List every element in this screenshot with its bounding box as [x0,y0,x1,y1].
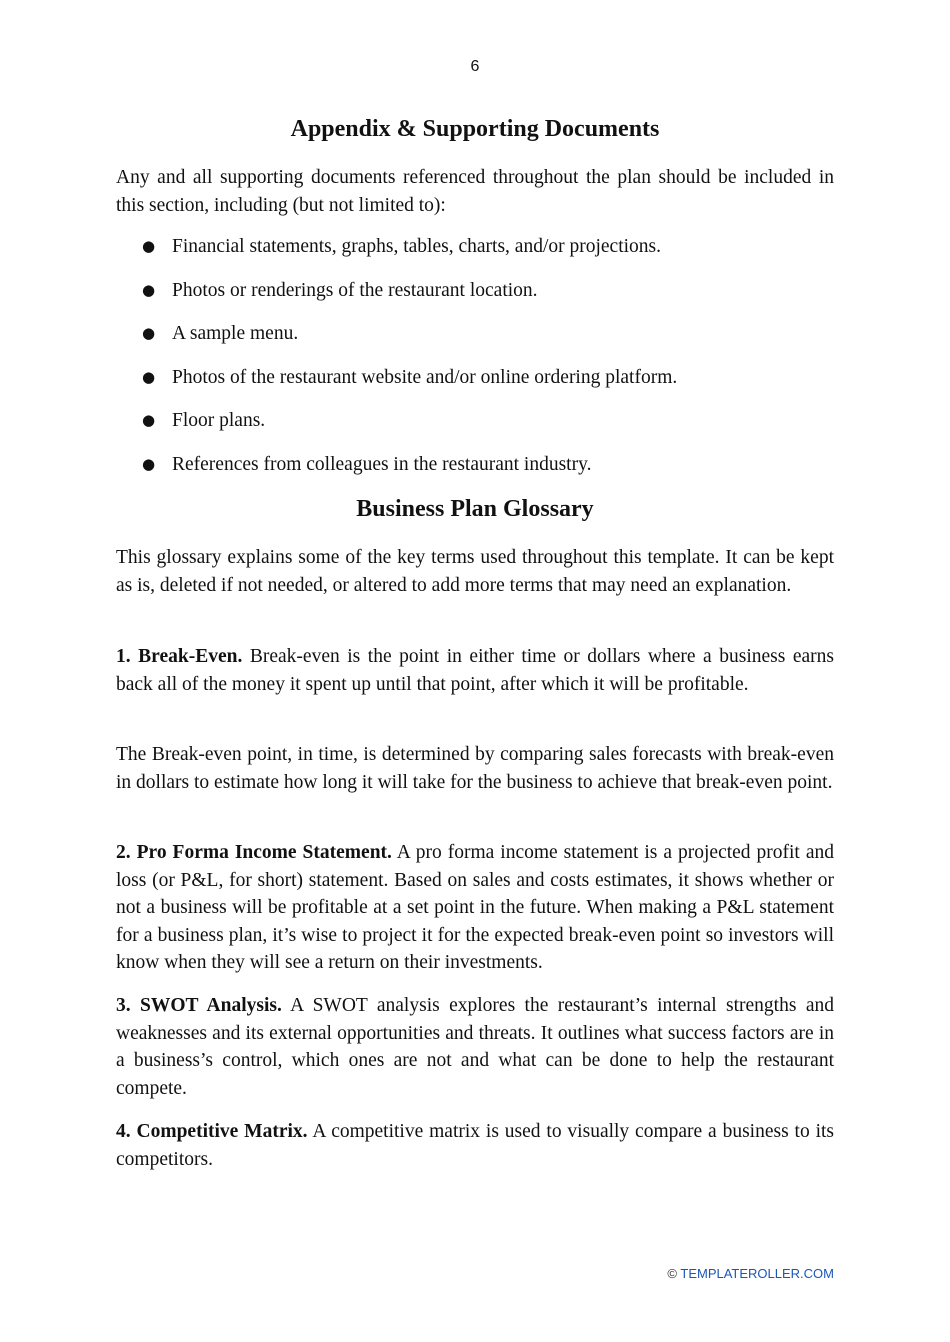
term-definition: The Break-even point, in time, is determined by comparing sales forecasts with break-even in dollars to estimate how long it will take for the business to achieve that break-even point. [116,744,834,793]
glossary-term-break-even [116,643,834,698]
glossary-paragraph-break-even-time [116,741,834,796]
term-definition: A pro forma income statement is a projected profit and loss (or P&L, for short) statement. Based on sales and costs estimates, it shows whether or not a business will be profitable at a set point in the future. When making a P&L statement for a business plan, it’s wise to project it for the expected break-even point so investors will know when they will see a return on their investments. [116,842,834,973]
appendix-intro: Any and all supporting documents referenced throughout the plan should be included in this section, including (but not limited to): [116,167,834,216]
bullet-icon: ● [142,324,156,342]
bullet-icon: ● [142,237,156,255]
appendix-heading: Appendix & Supporting Documents [290,116,660,142]
page-number: 6 [470,58,480,75]
list-item: ● References from colleagues in the restaurant industry. [116,451,834,479]
term-name: 1. Break-Even. [116,646,243,667]
list-item: ● Financial statements, graphs, tables, charts, and/or projections. [116,233,834,261]
list-item: ● Photos or renderings of the restaurant location. [116,277,834,305]
term-name: 2. Pro Forma Income Statement. [116,842,392,863]
footer-link[interactable]: TEMPLATEROLLER.COM [680,1266,834,1281]
glossary-heading: Business Plan Glossary [356,496,594,522]
appendix-list [116,233,834,494]
bullet-icon: ● [142,280,156,299]
bullet-icon: ● [142,367,156,386]
glossary-term-competitive-matrix [116,1118,834,1173]
list-item: ● Photos of the restaurant website and/or online ordering platform. [116,364,834,392]
term-definition: Break-even is the point in either time or dollars where a business earns back all of the money it spent up until that point, after which it will be profitable. [116,646,834,695]
bullet-icon: ● [142,411,156,429]
list-item: ● Floor plans. [116,407,834,435]
term-definition: A competitive matrix is used to visually compare a business to its competitors. [116,1121,835,1170]
footer-credit [667,1266,834,1281]
glossary-term-swot [116,992,834,1102]
term-definition: A SWOT analysis explores the restaurant’s internal strengths and weaknesses and its external opportunities and threats. It outlines what success factors are in a business’s control, which ones are not and what can be done to help the restaurant compete. [116,995,834,1099]
copyright-icon: © [667,1266,677,1281]
glossary-intro: This glossary explains some of the key terms used throughout this template. It can be kept as is, deleted if not needed, or altered to add more terms that may need an explanation. [116,547,834,596]
term-name: 4. Competitive Matrix. [116,1121,308,1142]
bullet-icon: ● [142,454,156,473]
list-item: ● A sample menu. [116,320,834,348]
term-name: 3. SWOT Analysis. [116,995,282,1016]
glossary-term-pro-forma [116,839,834,977]
